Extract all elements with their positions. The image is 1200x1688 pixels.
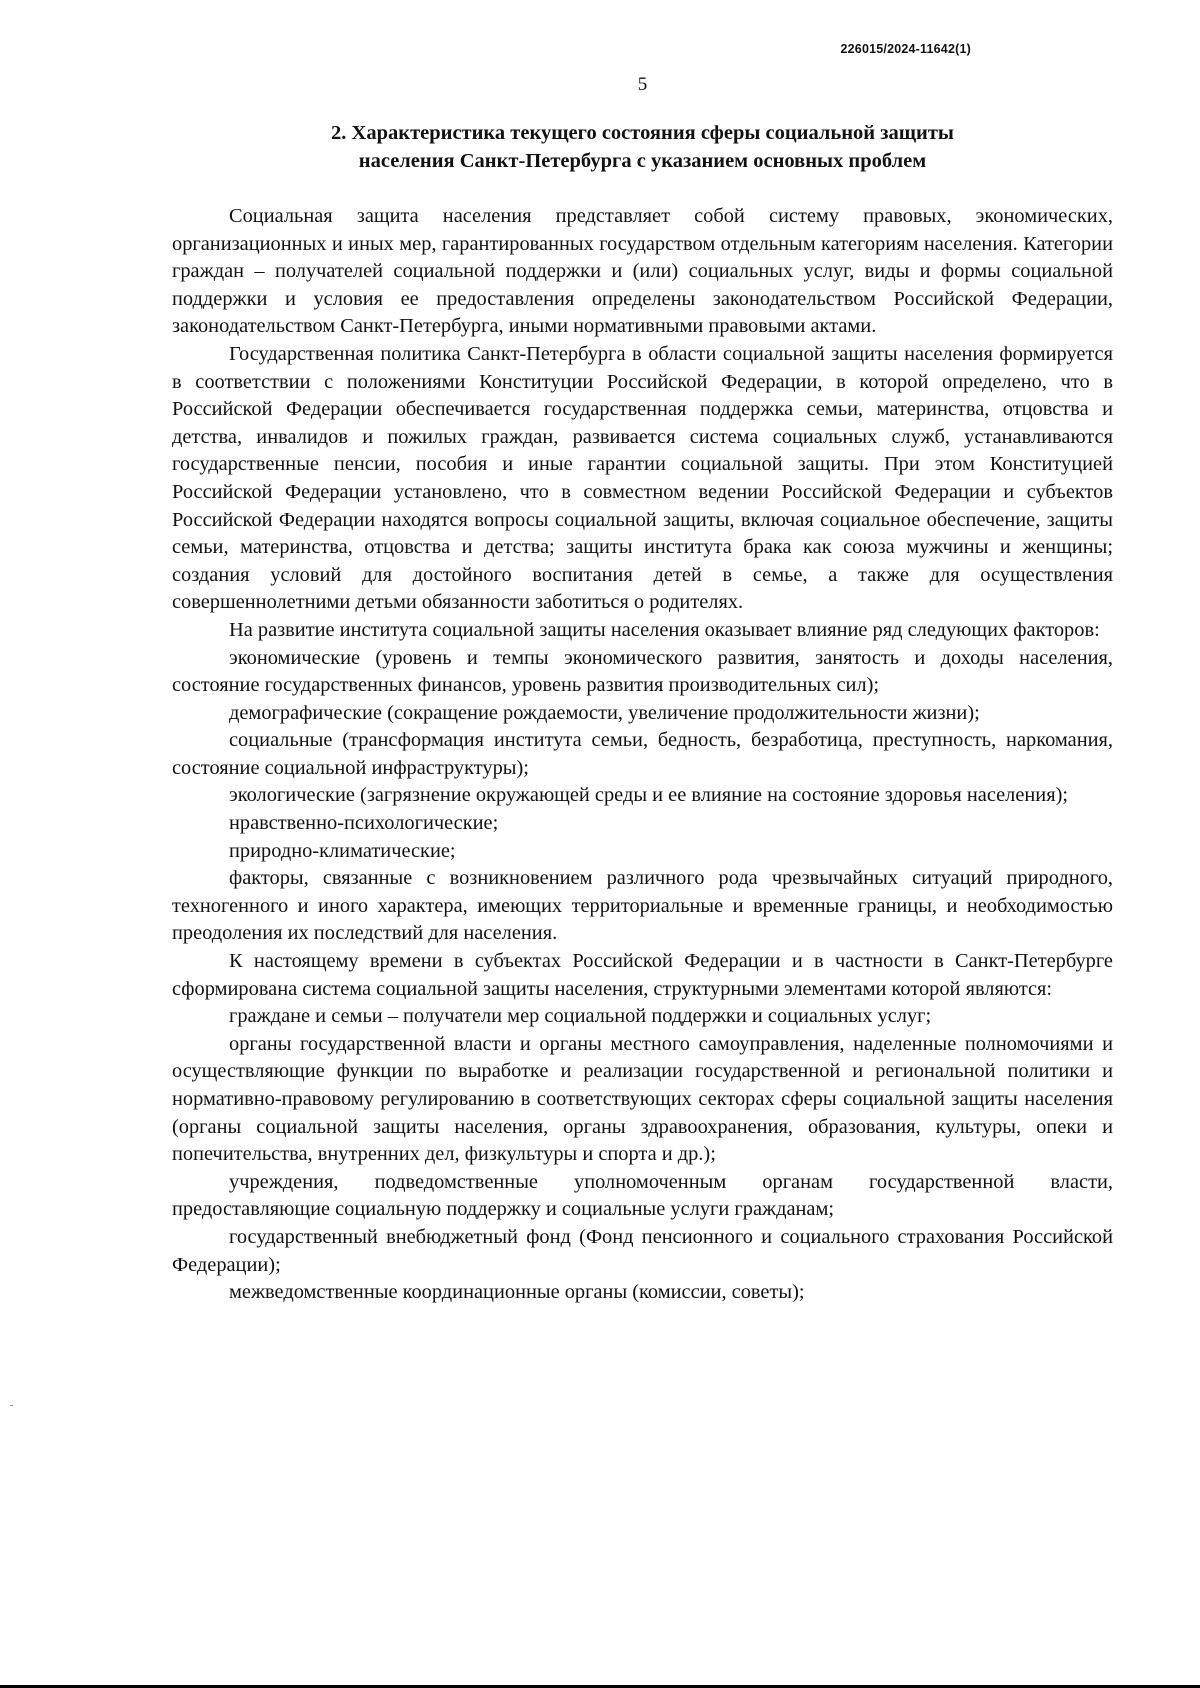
section-heading [172, 119, 1113, 175]
list-item-government-bodies: органы государственной власти и органы местного самоуправления, наделенные полномочиями и осуществляющие функции по выработке и реализации государственной и региональной политики и нормативно-правовому регулированию в соответствующих секторах сферы социальной защиты населения (органы социальной защиты населения, органы здравоохранения, образования, культуры, опеки и попечительства, внутренних дел, физкультуры и спорта и др.); [172, 1032, 1113, 1166]
list-item-ecological-factors: экологические (загрязнение окружающей среды и ее влияние на состояние здоровья населения); [229, 784, 1069, 807]
body-text [172, 203, 1113, 1307]
document-registration-number: 226015/2024-11642(1) [840, 42, 971, 56]
list-item-citizens-and-families: граждане и семьи – получатели мер социальной поддержки и социальных услуг; [229, 1005, 932, 1028]
list-item-coordination-bodies: межведомственные координационные органы (комиссии, советы); [229, 1281, 805, 1304]
list-item-social-factors: социальные (трансформация института семьи, бедность, безработица, преступность, наркомания, состояние социальной инфраструктуры); [172, 729, 1113, 779]
scan-margin-speck [10, 1405, 13, 1406]
section-heading-line-2: населения Санкт-Петербурга с указанием основных проблем [358, 150, 927, 172]
section-heading-line-1: 2. Характеристика текущего состояния сферы социальной защиты [331, 122, 954, 144]
paragraph-state-policy: Государственная политика Санкт-Петербурга в области социальной защиты населения формируется в соответствии с положениями Конституции Российской Федерации, в которой определено, что в Российской Федерации обеспечивается государственная поддержка семьи, материнства, отцовства и детства, инвалидов и пожилых граждан, развивается система социальных служб, устанавливаются государственные пенсии, пособия и иные гарантии социальной защиты. При этом Конституцией Российской Федерации установлено, что в совместном ведении Российской Федерации и субъектов Российской Федерации находятся вопросы социальной защиты, включая социальное обеспечение, защиты семьи, материнства, отцовства и детства; защиты института брака как союза мужчины и женщины; создания условий для достойного воспитания детей в семье, а также для осуществления совершеннолетними детьми обязанности заботиться о родителях. [172, 342, 1113, 614]
list-item-climatic-factors: природно-климатические; [229, 839, 456, 862]
paragraph-system-elements-intro: К настоящему времени в субъектах Российской Федерации и в частности в Санкт-Петербурге сформирована система социальной защиты населения, структурными элементами которой являются: [172, 950, 1113, 1000]
list-item-emergency-factors: факторы, связанные с возникновением различного рода чрезвычайных ситуаций природного, техногенного и иного характера, имеющих территориальные и временные границы, и необходимостью преодоления их последствий для населения. [172, 867, 1113, 945]
list-item-economic-factors: экономические (уровень и темпы экономического развития, занятость и доходы населения, состояние государственных финансов, уровень развития производительных сил); [172, 646, 1113, 697]
list-item-extrabudgetary-fund: государственный внебюджетный фонд (Фонд пенсионного и социального страхования Российской Федерации); [172, 1225, 1113, 1276]
list-item-demographic-factors: демографические (сокращение рождаемости, увеличение продолжительности жизни); [229, 701, 980, 724]
list-item-subordinate-institutions: учреждения, подведомственные уполномоченным органам государственной власти, предоставляющие социальную поддержку и социальные услуги гражданам; [172, 1170, 1113, 1221]
paragraph-factors-intro: На развитие института социальной защиты населения оказывает влияние ряд следующих факторов: [229, 618, 1100, 641]
page-number: 5 [637, 74, 648, 95]
paragraph-social-protection-definition: Социальная защита населения представляет собой систему правовых, экономических, организационных и иных мер, гарантированных государством отдельным категориям населения. Категории граждан – получателей социальной поддержки и (или) социальных услуг, виды и формы социальной поддержки и условия ее предоставления определены законодательством Российской Федерации, законодательством Санкт-Петербурга, иными нормативными правовыми актами. [172, 205, 1113, 338]
list-item-moral-psychological-factors: нравственно-психологические; [229, 812, 499, 835]
